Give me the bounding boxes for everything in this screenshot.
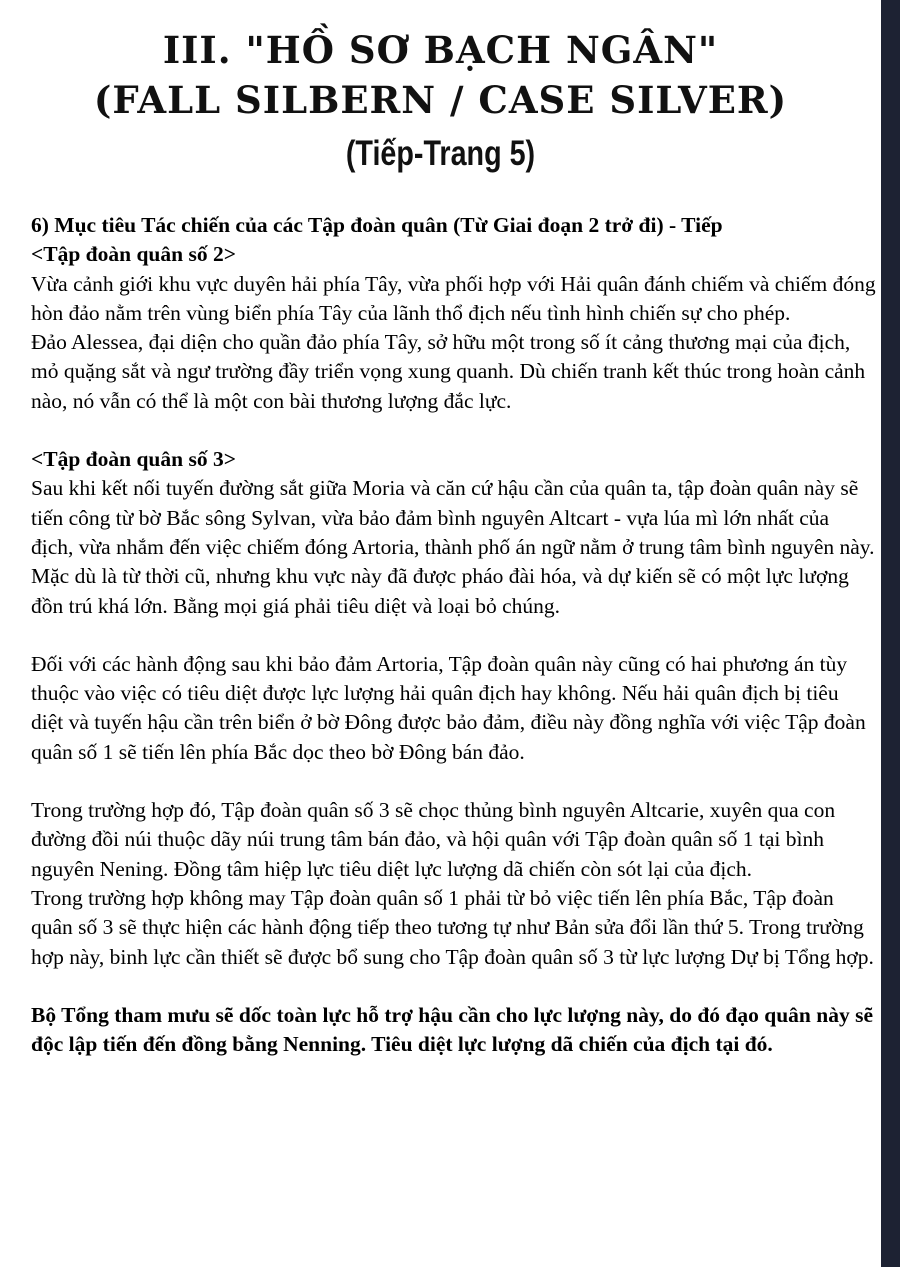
army3-paragraph-4: Trong trường hợp đó, Tập đoàn quân số 3 sẽ chọc thủng bình nguyên Altcarie, xuyên qua con đường đồi núi thuộc dãy núi trung tâm bán đảo, và hội quân với Tập đoàn quân số 1 tại bình nguyên Nening. Đồng tâm hiệp lực tiêu diệt lực lượng dã chiến còn sót lại của địch. [31,798,836,881]
army2-paragraph-1: Vừa cảnh giới khu vực duyên hải phía Tây, vừa phối hợp với Hải quân đánh chiếm và chiếm đóng hòn đảo nằm trên vùng biển phía Tây của lãnh thổ địch nếu tình hình chiến sự cho phép. [31,271,876,325]
army2-heading: <Tập đoàn quân số 2> [31,242,236,267]
spacer [31,416,876,445]
page-subtitle: (Tiếp-Trang 5) [345,134,536,173]
army3-paragraph-3: Đối với các hành động sau khi bảo đảm Artoria, Tập đoàn quân này cũng có hai phương án tùy thuộc vào việc có tiêu diệt được lực lượng hải quân địch hay không. Nếu hải quân địch bị tiêu diệt và tuyến hậu cần trên biển ở bờ Đông được bảo đảm, điều này đồng nghĩa với việc Tập đoàn quân số 1 sẽ tiến lên phía Bắc dọc theo bờ Đông bán đảo. [31,651,866,764]
army3-paragraph-5: Trong trường hợp không may Tập đoàn quân số 1 phải từ bỏ việc tiến lên phía Bắc, Tập đoàn quân số 3 sẽ thực hiện các hành động tiếp theo tương tự như Bản sửa đổi lần thứ 5. Trong trường hợp này, binh lực cần thiết sẽ được bổ sung cho Tập đoàn quân số 3 từ lực lượng Dự bị Tổng hợp. [31,885,874,969]
window-edge [881,0,900,1267]
spacer [31,972,876,1001]
spacer [31,767,876,796]
spacer [31,621,876,650]
army3-paragraph-2: Mặc dù là từ thời cũ, nhưng khu vực này đã được pháo đài hóa, và dự kiến sẽ có một lực lượng đồn trú khá lớn. Bằng mọi giá phải tiêu diệt và loại bỏ chúng. [31,564,849,618]
army2-paragraph-2: Đảo Alessea, đại diện cho quần đảo phía Tây, sở hữu một trong số ít cảng thương mại của địch, mỏ quặng sắt và ngư trường đầy triển vọng xung quanh. Dù chiến tranh kết thúc trong hoàn cảnh nào, nó vẫn có thể là một con bài thương lượng đắc lực. [31,330,866,413]
closing-paragraph: Bộ Tổng tham mưu sẽ dốc toàn lực hỗ trợ hậu cần cho lực lượng này, do đó đạo quân này sẽ độc lập tiến đến đồng bằng Nenning. Tiêu diệt lực lượng dã chiến của địch tại đó. [31,1002,874,1057]
document-title-line2: (FALL SILBERN / CASE SILVER) [93,78,788,122]
document-body [31,211,876,1059]
army3-paragraph-1: Sau khi kết nối tuyến đường sắt giữa Moria và căn cứ hậu cần của quân ta, tập đoàn quân này sẽ tiến công từ bờ Bắc sông Sylvan, vừa bảo đảm bình nguyên Altcart - vựa lúa mì lớn nhất của địch, vừa nhắm đến việc chiếm đóng Artoria, thành phố án ngữ nằm ở trung tâm bình nguyên này. [31,476,875,559]
section-heading: 6) Mục tiêu Tác chiến của các Tập đoàn quân (Từ Giai đoạn 2 trở đi) - Tiếp [31,213,723,237]
army3-heading: <Tập đoàn quân số 3> [31,447,236,472]
document-title-line1: III. "HỒ SƠ BẠCH NGÂN" [162,28,719,72]
